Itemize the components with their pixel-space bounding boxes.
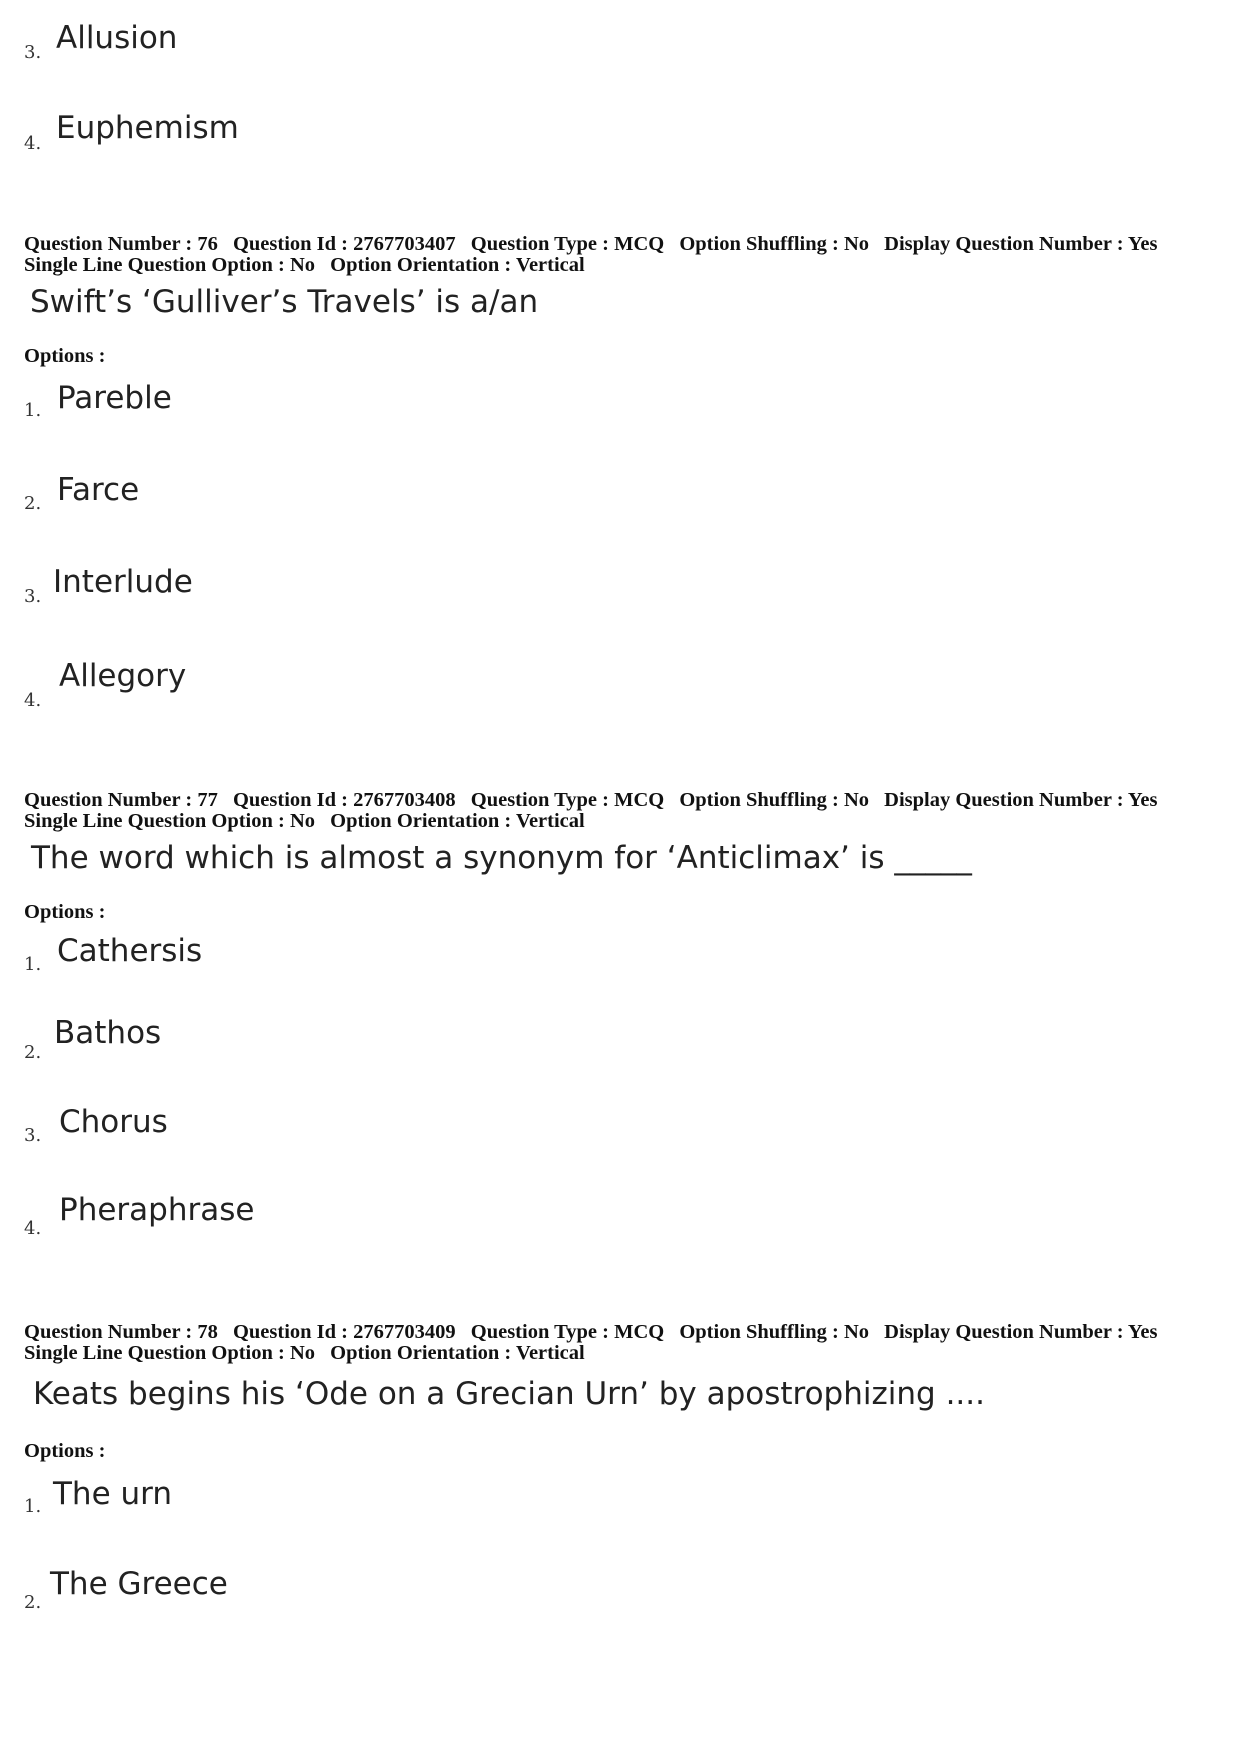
option-number: 1.	[24, 1496, 42, 1517]
option-number: 4.	[24, 133, 42, 154]
option-text: Euphemism	[56, 110, 239, 146]
option-text: Chorus	[59, 1104, 168, 1140]
option-number: 2.	[24, 1592, 42, 1613]
option-text: Pareble	[57, 380, 172, 416]
option-text: Interlude	[53, 564, 193, 600]
option-number: 2.	[24, 1042, 42, 1063]
question-meta-78: Question Number : 78 Question Id : 2767703409 Question Type : MCQ Option Shuffling : No Display Question Number : Yes Single Line Question Option : No Option Orientation : Vertical	[24, 1321, 1158, 1364]
option-text: Allusion	[56, 20, 178, 56]
option-text: The urn	[53, 1476, 173, 1512]
question-text: The word which is almost a synonym for ‘Anticlimax’ is _____	[31, 840, 972, 876]
option-text: Cathersis	[57, 933, 203, 969]
options-label: Options :	[24, 1440, 106, 1462]
option-number: 3.	[24, 1125, 42, 1146]
option-number: 3.	[24, 42, 42, 63]
question-meta-77: Question Number : 77 Question Id : 2767703408 Question Type : MCQ Option Shuffling : No Display Question Number : Yes Single Line Question Option : No Option Orientation : Vertical	[24, 789, 1158, 832]
option-text: The Greece	[50, 1566, 228, 1602]
option-number: 1.	[24, 954, 42, 975]
question-text: Keats begins his ‘Ode on a Grecian Urn’ by apostrophizing ....	[33, 1376, 985, 1412]
question-text: Swift’s ‘Gulliver’s Travels’ is a/an	[30, 284, 539, 320]
option-number: 4.	[24, 690, 42, 711]
options-label: Options :	[24, 901, 106, 923]
options-label: Options :	[24, 345, 106, 367]
option-number: 4.	[24, 1218, 42, 1239]
option-number: 3.	[24, 586, 42, 607]
question-meta-76: Question Number : 76 Question Id : 2767703407 Question Type : MCQ Option Shuffling : No Display Question Number : Yes Single Line Question Option : No Option Orientation : Vertical	[24, 233, 1158, 276]
option-number: 2.	[24, 493, 42, 514]
option-text: Allegory	[59, 658, 187, 694]
option-number: 1.	[24, 400, 42, 421]
option-text: Bathos	[54, 1015, 162, 1051]
option-text: Pheraphrase	[59, 1192, 255, 1228]
option-text: Farce	[57, 472, 140, 508]
